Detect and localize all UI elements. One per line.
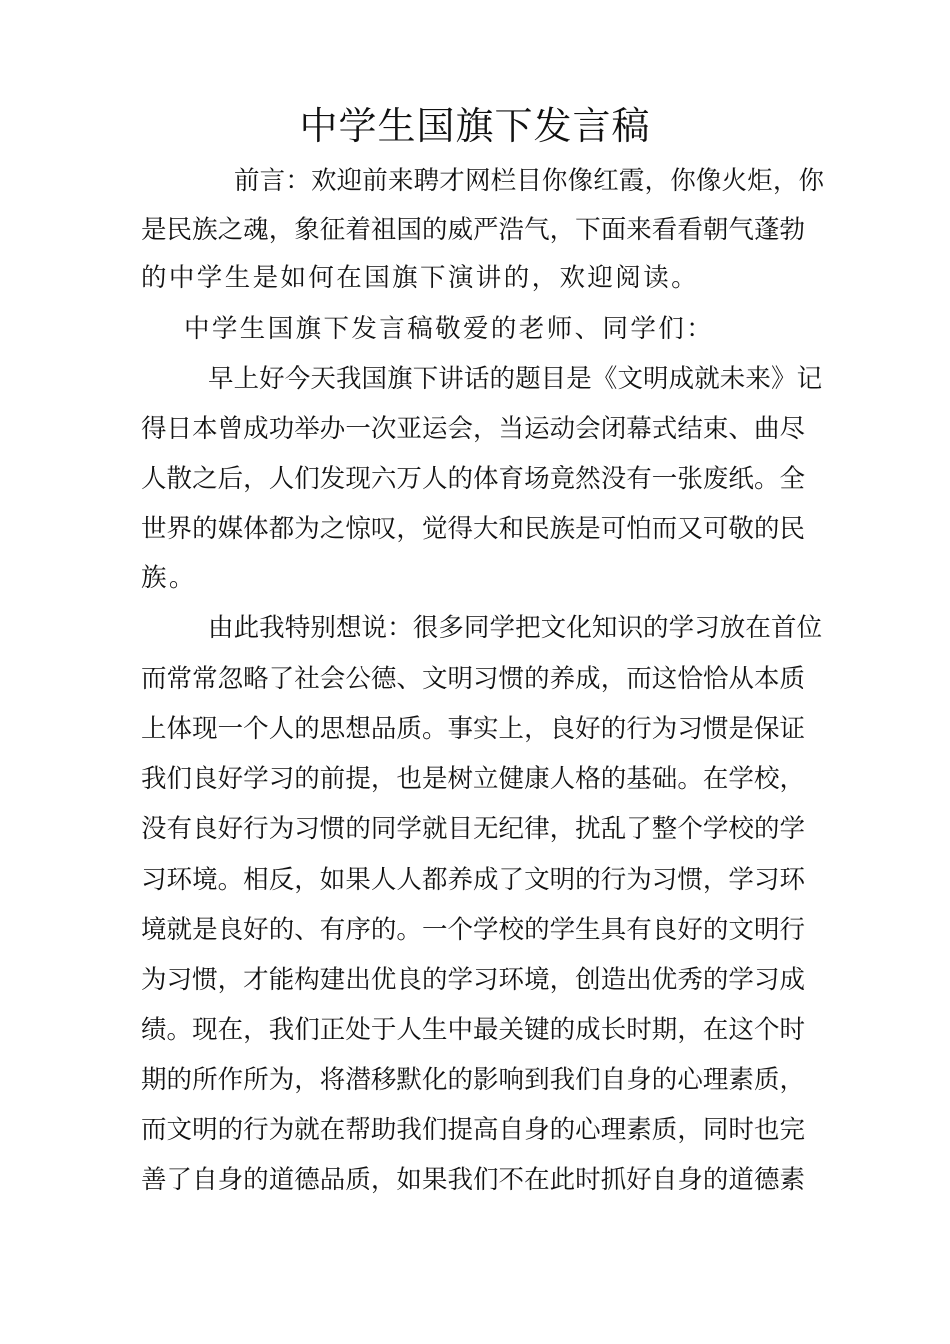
paragraph-line: 由此我特别想说：很多同学把文化知识的学习放在首位 [208,613,822,643]
paragraph-line: 早上好今天我国旗下讲话的题目是《文明成就未来》记 [208,364,822,394]
paragraph-line: 为习惯，才能构建出优良的学习环境，创造出优秀的学习成 [141,965,805,995]
paragraph-line: 我们良好学习的前提，也是树立健康人格的基础。在学校， [141,764,805,794]
paragraph-line: 境就是良好的、有序的。一个学校的学生具有良好的文明行 [141,915,805,945]
paragraph-line: 而文明的行为就在帮助我们提高自身的心理素质，同时也完 [141,1115,805,1145]
paragraph-line: 是民族之魂，象征着祖国的威严浩气，下面来看看朝气蓬勃 [141,215,805,245]
salutation-line: 中学生国旗下发言稿敬爱的老师、同学们： [184,314,715,344]
paragraph-line: 而常常忽略了社会公德、文明习惯的养成，而这恰恰从本质 [141,664,805,694]
paragraph-line: 上体现一个人的思想品质。事实上，良好的行为习惯是保证 [141,714,805,744]
paragraph-line: 前言：欢迎前来聘才网栏目你像红霞，你像火炬，你 [234,166,824,196]
paragraph-line: 期的所作所为，将潜移默化的影响到我们自身的心理素质， [141,1065,805,1095]
paragraph-line: 善了自身的道德品质，如果我们不在此时抓好自身的道德素 [141,1165,805,1195]
paragraph-line: 绩。现在，我们正处于人生中最关键的成长时期，在这个时 [141,1015,805,1045]
paragraph-line: 人散之后，人们发现六万人的体育场竟然没有一张废纸。全 [141,464,805,494]
paragraph-line: 习环境。相反，如果人人都养成了文明的行为习惯，学习环 [141,865,805,895]
paragraph-line: 族。 [141,563,197,593]
paragraph-line: 没有良好行为习惯的同学就目无纪律，扰乱了整个学校的学 [141,814,805,844]
paragraph-line: 得日本曾成功举办一次亚运会，当运动会闭幕式结束、曲尽 [141,414,805,444]
paragraph-line: 的中学生是如何在国旗下演讲的，欢迎阅读。 [141,263,700,293]
document-title: 中学生国旗下发言稿 [299,104,651,148]
paragraph-line: 世界的媒体都为之惊叹，觉得大和民族是可怕而又可敬的民 [141,514,805,544]
